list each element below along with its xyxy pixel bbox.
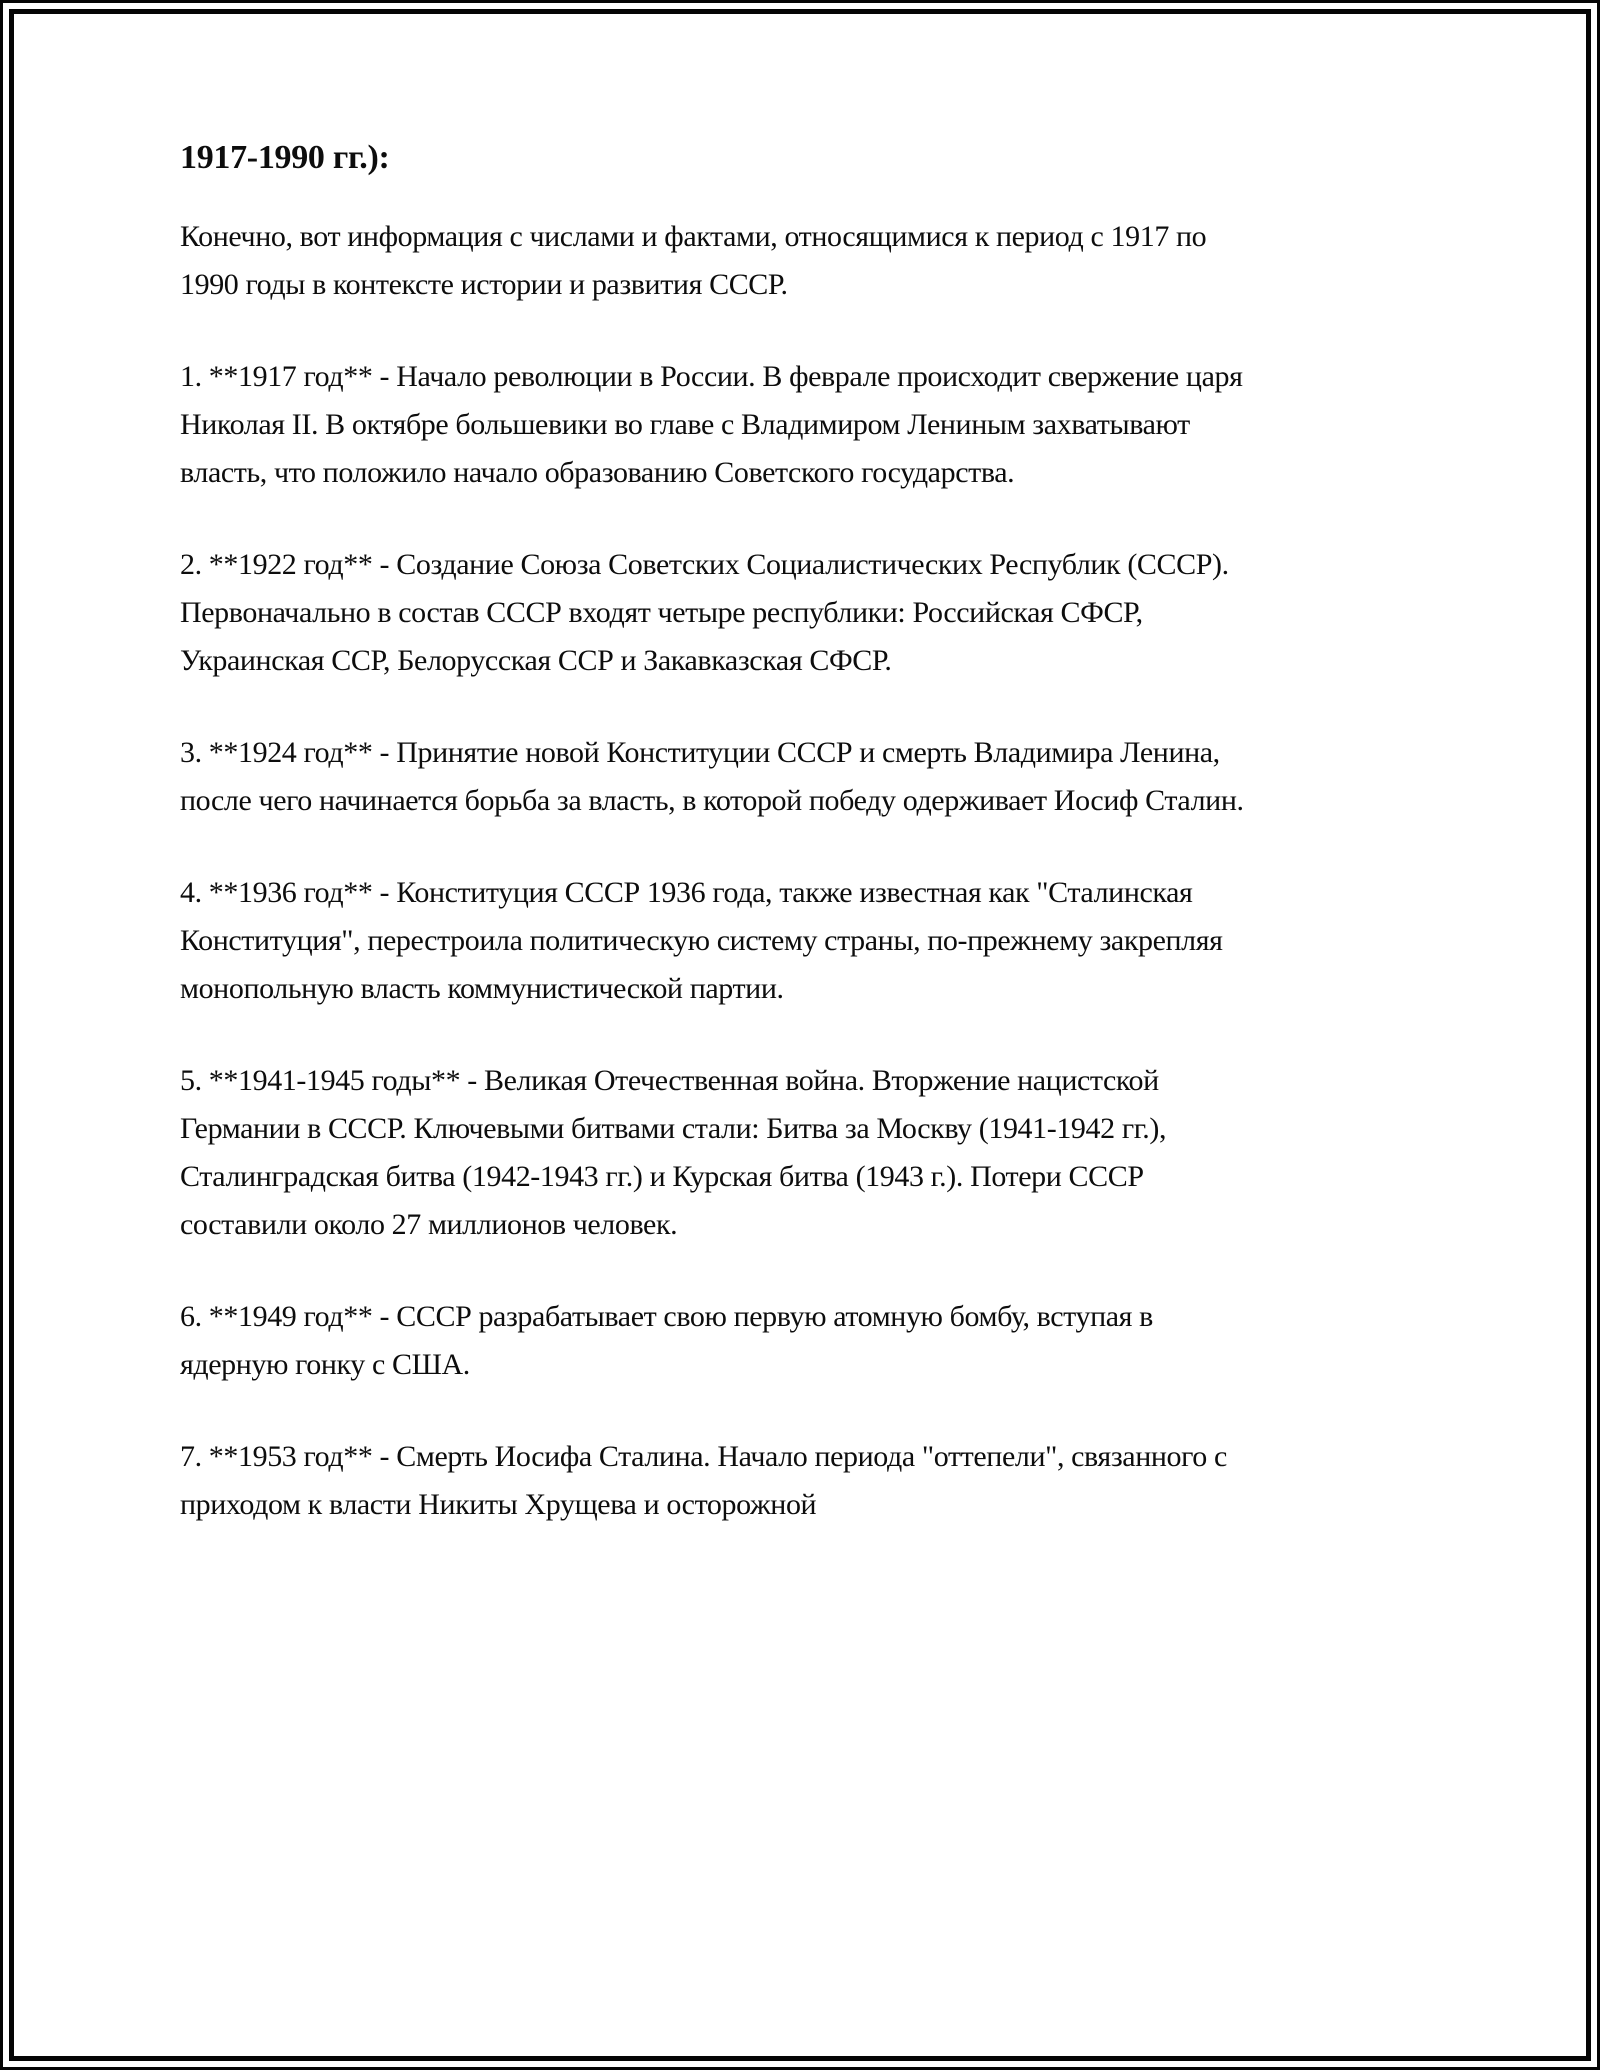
timeline-item-1949: 6. **1949 год** - СССР разрабатывает свою первую атомную бомбу, вступая в ядерную гонку с США. (180, 1299, 1153, 1381)
timeline-item-1917: 1. **1917 год** - Начало революции в России. В феврале происходит свержение царя Николая II. В октябре большевики во главе с Владимиром Лениным захватывают власть, что положило начало образованию Советского государства. (180, 359, 1243, 489)
intro-paragraph: Конечно, вот информация с числами и фактами, относящимися к период с 1917 по 1990 годы в контексте истории и развития СССР. (180, 219, 1207, 301)
timeline-item-1953: 7. **1953 год** - Смерть Иосифа Сталина. Начало периода "оттепели", связанного с приходом к власти Никиты Хрущева и осторожной (180, 1439, 1227, 1521)
timeline-item-1941-1945: 5. **1941-1945 годы** - Великая Отечественная война. Вторжение нацистской Германии в СССР. Ключевыми битвами стали: Битва за Москву (1941-1942 гг.), Сталинградская битва (1942-1943 гг.) и Курская битва (1943 г.). Потери СССР составили около 27 миллионов человек. (180, 1063, 1167, 1241)
timeline-item-1936: 4. **1936 год** - Конституция СССР 1936 года, также известная как "Сталинская Конституция", перестроила политическую систему страны, по-прежнему закрепляя монопольную власть коммунистической партии. (180, 875, 1223, 1005)
document-content (180, 138, 1260, 1573)
page-heading: 1917-1990 гг.): (180, 139, 390, 176)
timeline-item-1922: 2. **1922 год** - Создание Союза Советских Социалистических Республик (СССР). Первоначально в состав СССР входят четыре республики: Российская СФСР, Украинская ССР, Белорусская ССР и Закавказская СФСР. (180, 547, 1229, 677)
timeline-item-1924: 3. **1924 год** - Принятие новой Конституции СССР и смерть Владимира Ленина, после чего начинается борьба за власть, в которой победу одерживает Иосиф Сталин. (180, 735, 1244, 817)
